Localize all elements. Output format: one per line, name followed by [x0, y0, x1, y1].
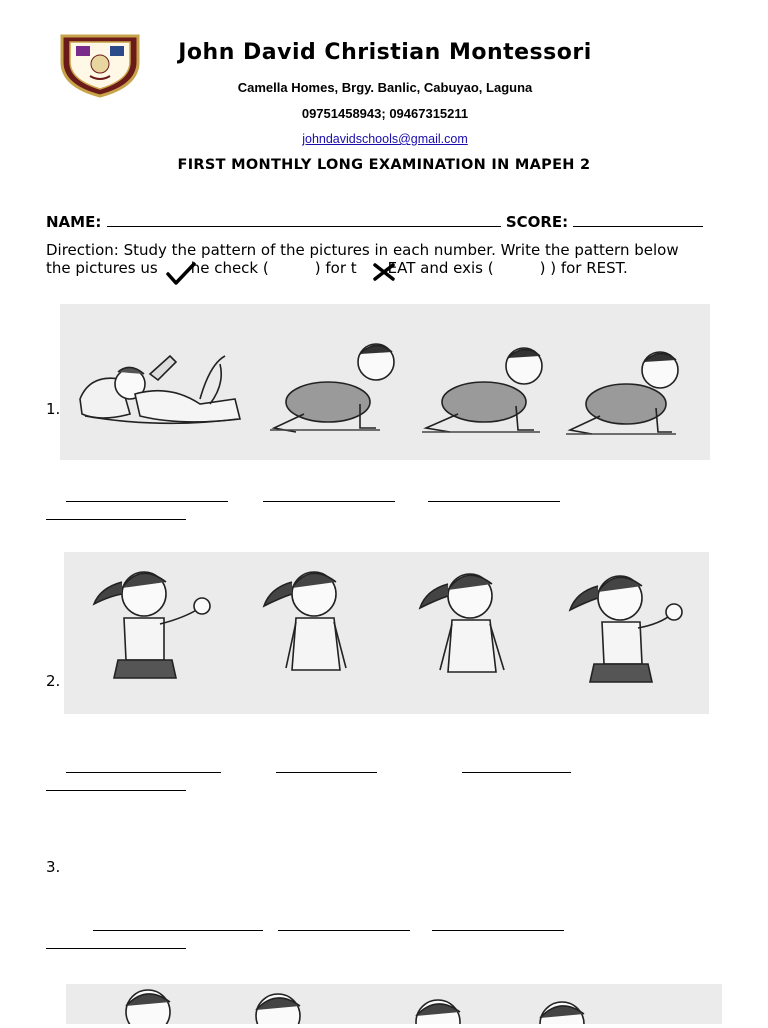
- answer-line-1d[interactable]: [46, 519, 186, 520]
- cross-icon: [372, 262, 396, 282]
- item-number-3: 3.: [46, 858, 61, 876]
- direction-text-a: the pictures us: [46, 259, 158, 277]
- direction-text-b: he check (: [190, 259, 269, 277]
- answer-line-2c[interactable]: [462, 772, 571, 773]
- answer-line-1b[interactable]: [263, 501, 395, 502]
- name-score-line: [46, 213, 703, 231]
- name-label: NAME:: [46, 213, 102, 231]
- answer-line-1c[interactable]: [428, 501, 560, 502]
- baby-crawling-picture-1: [270, 344, 394, 432]
- item-2-picture-panel: [64, 552, 709, 714]
- direction-line-2: [46, 259, 628, 277]
- item-1-picture-panel: [60, 304, 710, 460]
- answer-line-2b[interactable]: [276, 772, 377, 773]
- baby-crawling-picture-2: [422, 348, 542, 432]
- item-number-1: 1.: [46, 400, 61, 418]
- item-3-picture-panel: [66, 984, 722, 1024]
- score-label: SCORE:: [505, 213, 569, 231]
- direction-text-c: ) for t: [314, 259, 357, 277]
- school-email-link[interactable]: johndavidschools@gmail.com: [302, 132, 468, 146]
- girl-clapping-picture-1: [94, 572, 210, 678]
- score-field[interactable]: [573, 213, 703, 227]
- baby-crawling-picture-3: [566, 352, 678, 434]
- check-icon: [166, 262, 196, 286]
- answer-line-2a[interactable]: [66, 772, 221, 773]
- answer-line-3c[interactable]: [432, 930, 564, 931]
- answer-line-2d[interactable]: [46, 790, 186, 791]
- answer-line-3a[interactable]: [93, 930, 263, 931]
- school-phone: 09751458943; 09467315211: [301, 106, 469, 121]
- girl-standing-picture-1: [264, 572, 346, 670]
- direction-text-d: EAT and exis (: [387, 259, 494, 277]
- school-logo-icon: [56, 32, 144, 98]
- girl-clapping-picture-2: [570, 576, 682, 682]
- baby-lying-picture: [80, 356, 240, 423]
- girl-standing-picture-2: [420, 574, 504, 672]
- answer-line-3d[interactable]: [46, 948, 186, 949]
- school-name: John David Christian Montessori: [178, 40, 592, 65]
- direction-text-e: ) ) for REST.: [539, 259, 628, 277]
- item-number-2: 2.: [46, 672, 61, 690]
- answer-line-3b[interactable]: [278, 930, 410, 931]
- exam-title: FIRST MONTHLY LONG EXAMINATION IN MAPEH 2: [177, 157, 591, 173]
- direction-line-1: Direction: Study the pattern of the pictures in each number. Write the pattern below: [46, 241, 679, 259]
- school-address: Camella Homes, Brgy. Banlic, Cabuyao, Laguna: [237, 80, 533, 95]
- name-field[interactable]: [107, 213, 501, 227]
- answer-line-1a[interactable]: [66, 501, 228, 502]
